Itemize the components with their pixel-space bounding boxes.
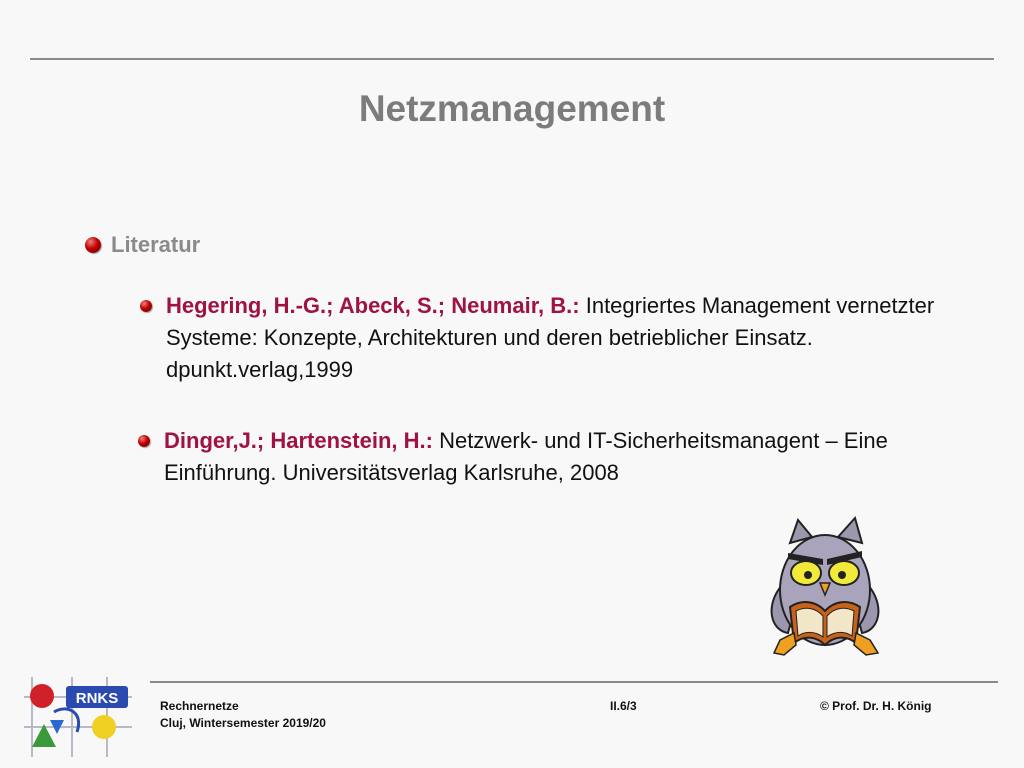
reference-text bbox=[164, 425, 968, 489]
section-label: Literatur bbox=[111, 232, 201, 257]
owl-reading-book-icon bbox=[760, 515, 890, 665]
reference-item bbox=[138, 425, 968, 489]
bullet-icon bbox=[138, 435, 150, 447]
logo-text: RNKS bbox=[75, 690, 119, 707]
reference-title: Integriertes Management vernetzter Systeme: Konzepte, Architekturen und deren betrieblicher Einsatz. dpunkt.verlag,1999 bbox=[166, 293, 935, 382]
slide-title: Netzmanagement bbox=[358, 88, 666, 129]
footer-copyright: © Prof. Dr. H. König bbox=[820, 699, 932, 713]
top-divider bbox=[30, 58, 994, 60]
reference-text bbox=[166, 290, 960, 386]
footer-page-number: II.6/3 bbox=[610, 699, 637, 713]
footer-term: Cluj, Wintersemester 2019/20 bbox=[160, 716, 326, 730]
reference-authors: Dinger,J.; Hartenstein, H.: bbox=[164, 428, 433, 453]
section-heading bbox=[85, 232, 200, 258]
reference-title: Netzwerk- und IT-Sicherheitsmanagent – Eine Einführung. Universitätsverlag Karlsruhe, 2008 bbox=[164, 428, 888, 485]
bullet-icon bbox=[85, 237, 101, 253]
rnks-logo bbox=[22, 672, 137, 762]
reference-authors: Hegering, H.-G.; Abeck, S.; Neumair, B.: bbox=[166, 293, 580, 318]
reference-item bbox=[140, 290, 960, 386]
footer-divider bbox=[150, 681, 998, 683]
bullet-icon bbox=[140, 300, 152, 312]
footer-course: Rechnernetze bbox=[160, 699, 239, 713]
